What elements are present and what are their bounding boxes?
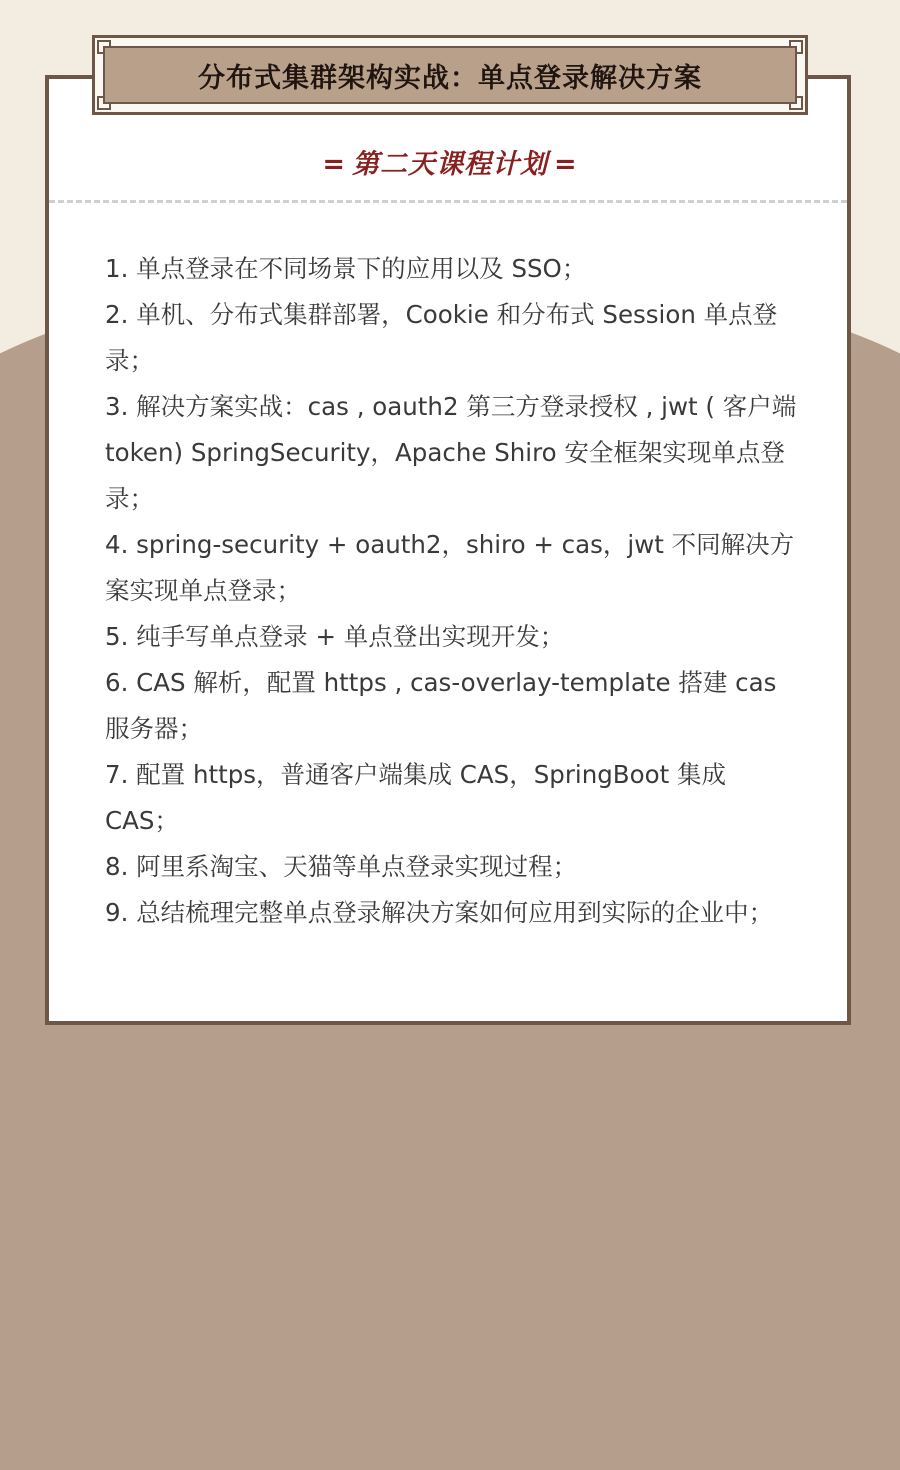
section-heading-text: 第二天课程计划: [352, 149, 548, 180]
list-item: 7. 配置 https，普通客户端集成 CAS，SpringBoot 集成 CAS；: [105, 760, 726, 835]
list-item: 3. 解决方案实战：cas , oauth2 第三方登录授权 , jwt ( 客户端 token) SpringSecurity，Apache Shiro 安全框架实现单点登录；: [105, 392, 797, 513]
list-item: 2. 单机、分布式集群部署，Cookie 和分布式 Session 单点登录；: [105, 300, 778, 375]
heading-deco-right: =: [554, 149, 578, 180]
banner-inner: [103, 46, 797, 104]
course-plan-list: [105, 246, 800, 936]
list-item: 5. 纯手写单点登录 + 单点登出实现开发；: [105, 622, 565, 651]
list-item: 6. CAS 解析，配置 https , cas-overlay-template 搭建 cas 服务器；: [105, 668, 777, 743]
page-title: 分布式集群架构实战：单点登录解决方案: [198, 62, 702, 94]
section-heading: [0, 142, 900, 181]
heading-deco-left: =: [322, 149, 346, 180]
list-item: 1. 单点登录在不同场景下的应用以及 SSO；: [105, 254, 587, 283]
list-item: 8. 阿里系淘宝、天猫等单点登录实现过程；: [105, 852, 578, 881]
list-item: 4. spring-security + oauth2，shiro + cas，jwt 不同解决方案实现单点登录；: [105, 530, 795, 605]
title-banner: [92, 35, 808, 115]
list-item: 9. 总结梳理完整单点登录解决方案如何应用到实际的企业中；: [105, 898, 774, 927]
dashed-divider: [49, 200, 847, 203]
